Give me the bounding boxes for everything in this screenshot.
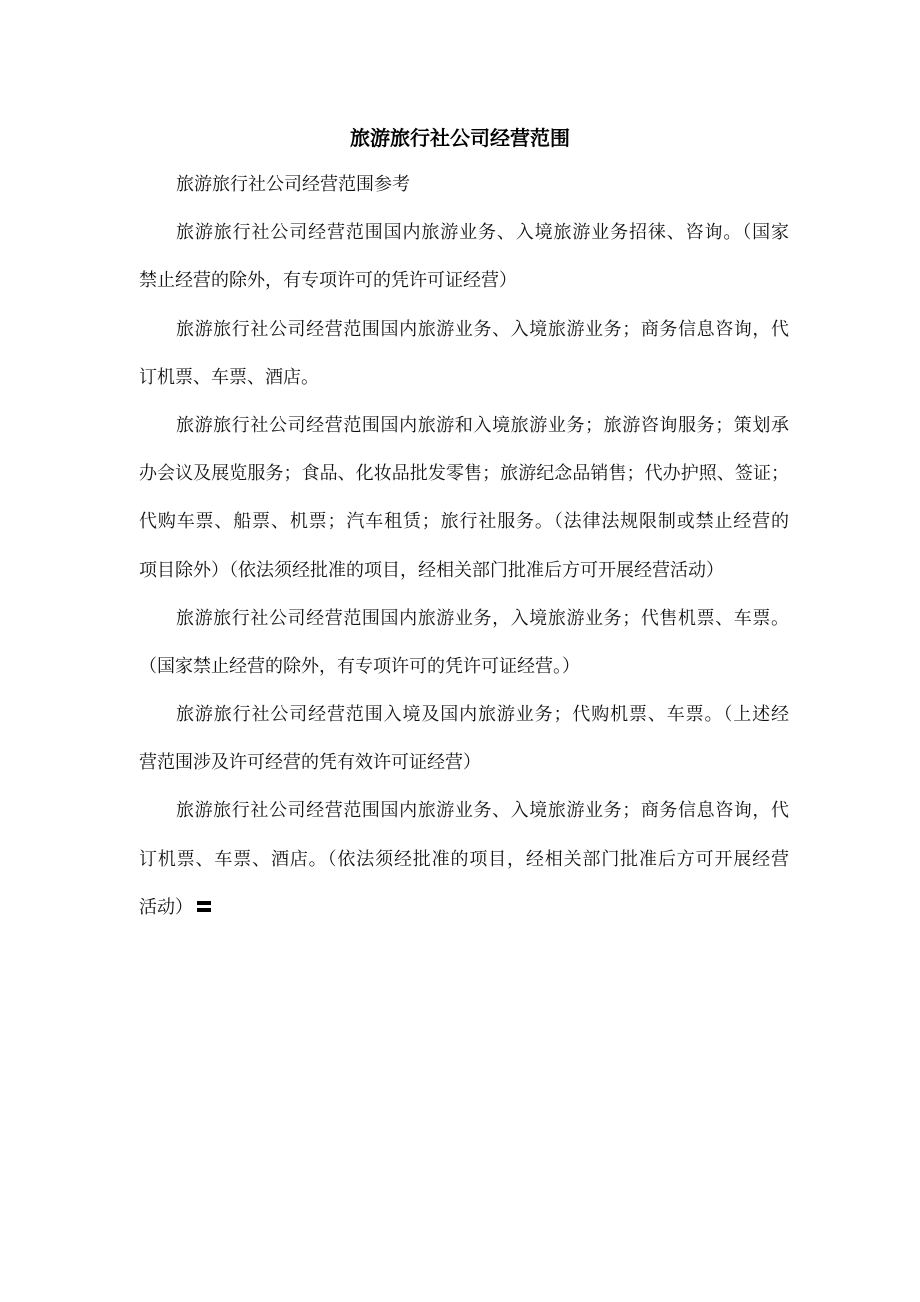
paragraph-line: 旅游旅行社公司经营范围国内旅游业务、入境旅游业务招徕、咨询。（国家 (176, 222, 789, 244)
paragraph-line: 旅游旅行社公司经营范围国内旅游业务，入境旅游业务；代售机票、车票。 (176, 607, 789, 629)
end-mark-icon (197, 901, 211, 912)
paragraph-line: 旅游旅行社公司经营范围国内旅游业务、入境旅游业务；商务信息咨询，代 (176, 318, 789, 340)
paragraph-line: 订机票、车票、酒店。（依法须经批准的项目，经相关部门批准后方可开展经营 (139, 848, 789, 870)
paragraph-line: 旅游旅行社公司经营范围国内旅游业务、入境旅游业务；商务信息咨询，代 (176, 800, 789, 822)
paragraph-line: 禁止经营的除外，有专项许可的凭许可证经营） (139, 270, 517, 292)
paragraph-last-line (139, 884, 789, 932)
paragraph-line: 项目除外）（依法须经批准的项目，经相关部门批准后方可开展经营活动） (139, 559, 724, 581)
paragraph-line: 订机票、车票、酒店。 (139, 366, 319, 388)
paragraph-line: 旅游旅行社公司经营范围参考 (176, 174, 410, 195)
paragraph-line: （国家禁止经营的除外，有专项许可的凭许可证经营。） (139, 655, 580, 677)
paragraph-line-text: 活动） (139, 896, 193, 918)
paragraph-line: 代购车票、船票、机票；汽车租赁；旅行社服务。（法律法规限制或禁止经营的 (139, 511, 789, 533)
paragraph-line: 旅游旅行社公司经营范围国内旅游和入境旅游业务；旅游咨询服务；策划承 (176, 414, 789, 436)
paragraph-line: 营范围涉及许可经营的凭有效许可证经营） (139, 752, 481, 774)
document-title: 旅游旅行社公司经营范围 (350, 126, 570, 150)
paragraph-line: 旅游旅行社公司经营范围入境及国内旅游业务；代购机票、车票。（上述经 (176, 704, 789, 726)
paragraph-line: 办会议及展览服务；食品、化妆品批发零售；旅游纪念品销售；代办护照、签证； (139, 463, 789, 485)
document-body (139, 161, 789, 932)
